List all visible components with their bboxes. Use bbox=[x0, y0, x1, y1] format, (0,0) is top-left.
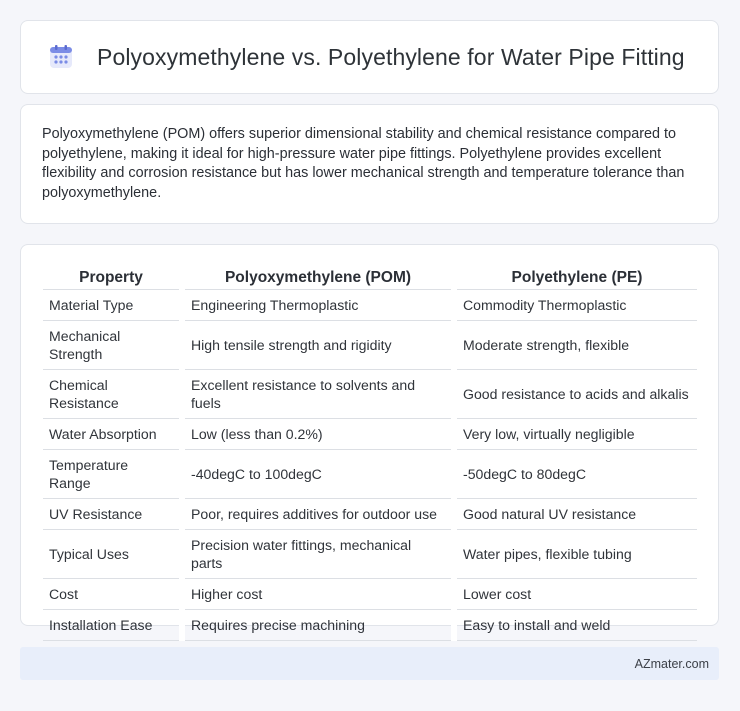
table-row bbox=[43, 369, 697, 418]
cell-pom: Precision water fittings, mechanical parts bbox=[182, 529, 454, 578]
cell-pe: -50degC to 80degC bbox=[454, 449, 697, 498]
cell-pom: -40degC to 100degC bbox=[182, 449, 454, 498]
cell-property: Material Type bbox=[43, 289, 182, 320]
cell-pe: Easy to install and weld bbox=[454, 609, 697, 640]
page-title: Polyoxymethylene vs. Polyethylene for Water Pipe Fitting bbox=[97, 43, 685, 70]
footer-bar bbox=[20, 647, 719, 680]
header-pom: Polyoxymethylene (POM) bbox=[182, 265, 454, 289]
cell-pe: Very low, virtually negligible bbox=[454, 418, 697, 449]
cell-property: Water Absorption bbox=[43, 418, 182, 449]
calendar-grid-icon bbox=[47, 43, 75, 71]
cell-property: Typical Uses bbox=[43, 529, 182, 578]
table-row bbox=[43, 289, 697, 320]
table-row bbox=[43, 320, 697, 369]
cell-property: Cost bbox=[43, 578, 182, 609]
header-card bbox=[20, 20, 719, 94]
comparison-table-card bbox=[20, 244, 719, 633]
table-row bbox=[43, 609, 697, 640]
cell-pom: Engineering Thermoplastic bbox=[182, 289, 454, 320]
cell-property: Installation Ease bbox=[43, 609, 182, 640]
summary-card bbox=[20, 104, 719, 224]
table-row bbox=[43, 449, 697, 498]
footer-brand: AZmater.com bbox=[634, 656, 709, 671]
cell-pom: Requires precise machining bbox=[182, 609, 454, 640]
cell-pe: Commodity Thermoplastic bbox=[454, 289, 697, 320]
cell-property: Temperature Range bbox=[43, 449, 182, 498]
cell-pom: Poor, requires additives for outdoor use bbox=[182, 498, 454, 529]
table-row bbox=[43, 418, 697, 449]
cell-pe: Good natural UV resistance bbox=[454, 498, 697, 529]
table-row bbox=[43, 498, 697, 529]
cell-property: Mechanical Strength bbox=[43, 320, 182, 369]
table-header-row bbox=[43, 265, 697, 289]
header-pe: Polyethylene (PE) bbox=[454, 265, 697, 289]
comparison-table bbox=[43, 265, 697, 641]
cell-property: UV Resistance bbox=[43, 498, 182, 529]
cell-property: Chemical Resistance bbox=[43, 369, 182, 418]
summary-text: Polyoxymethylene (POM) offers superior dimensional stability and chemical resistance compared to polyethylene, making it ideal for high-pressure water pipe fittings. Polyethylene provides excellent flexibility and corrosion resistance but has lower mechanical strength and temperature tolerance than polyoxymethylene. bbox=[42, 126, 685, 201]
cell-pe: Good resistance to acids and alkalis bbox=[454, 369, 697, 418]
cell-pe: Water pipes, flexible tubing bbox=[454, 529, 697, 578]
cell-pom: High tensile strength and rigidity bbox=[182, 320, 454, 369]
header-property: Property bbox=[43, 265, 182, 289]
cell-pom: Higher cost bbox=[182, 578, 454, 609]
cell-pe: Lower cost bbox=[454, 578, 697, 609]
cell-pom: Low (less than 0.2%) bbox=[182, 418, 454, 449]
table-row bbox=[43, 578, 697, 609]
cell-pom: Excellent resistance to solvents and fuels bbox=[182, 369, 454, 418]
cell-pe: Moderate strength, flexible bbox=[454, 320, 697, 369]
table-row bbox=[43, 529, 697, 578]
